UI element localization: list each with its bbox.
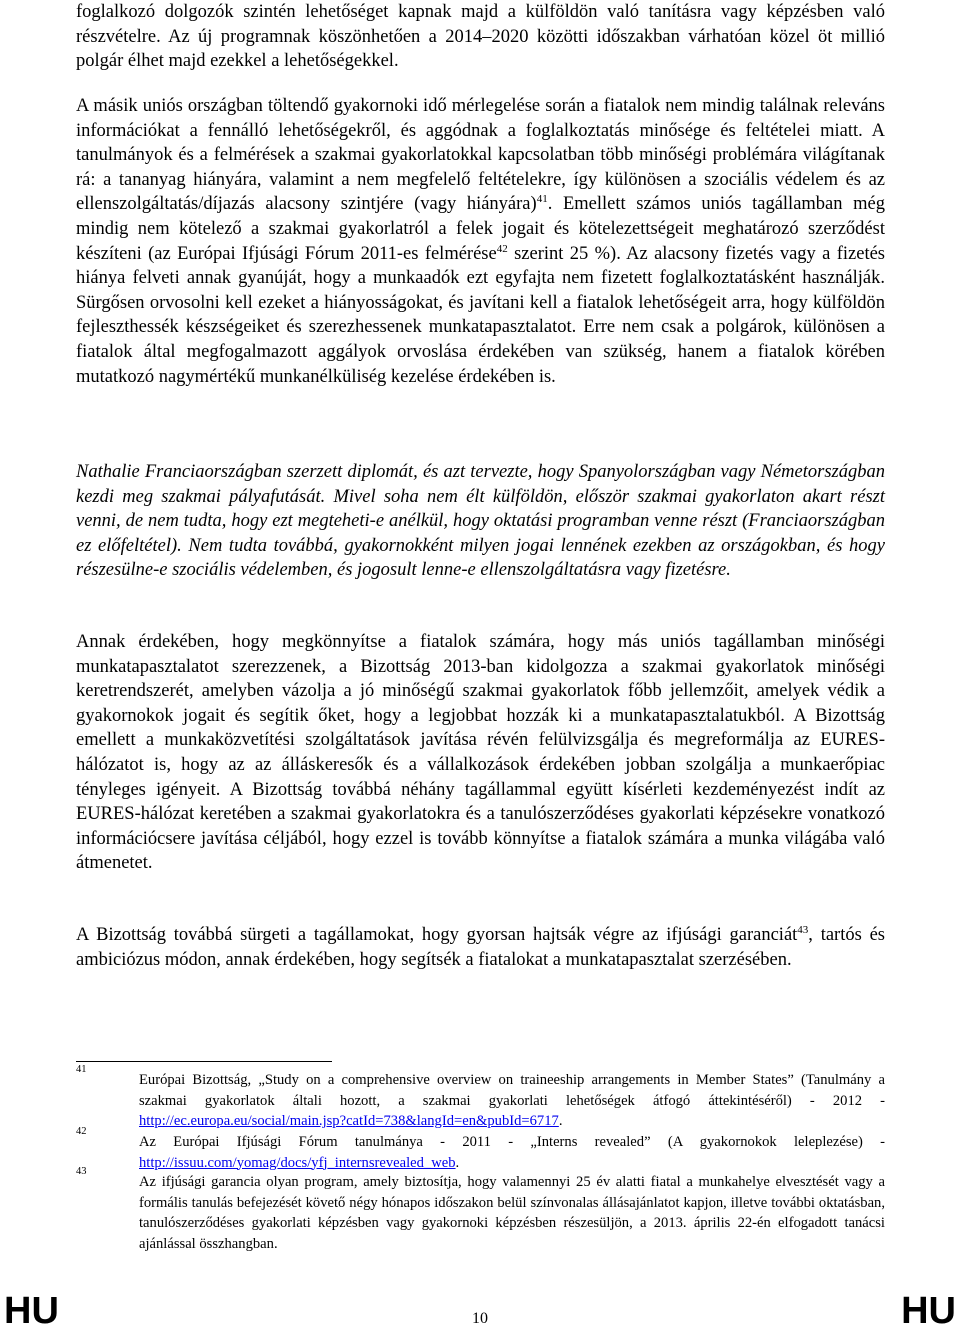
paragraph-commission-framework [76, 630, 885, 876]
footnote-ref-43[interactable]: 43 [797, 923, 809, 936]
footnote-number: 41 [76, 1064, 87, 1075]
footnote-41 [76, 1064, 885, 1132]
page-number: 10 [472, 1310, 488, 1327]
paragraph-text: , tartós és ambiciózus módon, annak érdekében, hogy segítsék a fiatalokat a munkatapasztalat szerzésében. [76, 925, 885, 970]
footer-language-right: HU [901, 1290, 956, 1332]
footnote-ref-42[interactable]: 42 [496, 242, 508, 255]
paragraph-youth-guarantee [76, 923, 885, 972]
paragraph-text: . Emellett számos uniós tagállamban még mindig nem kötelező a szakmai gyakorlatról a felek jogait és kötelezettségeit meghatározó szerződést készíteni (az Európai Ifjúsági Fórum 2011-es felmérése [76, 194, 885, 264]
paragraph-text: Annak érdekében, hogy megkönnyítse a fiatalok számára, hogy más uniós tagállamban minőségi munkatapasztalatot szerezzenek, a Bizottság 2013-ban kidolgozza a szakmai gyakorlatok minőségi keretrendszerét, amelyben vázolja a jó minőségű szakmai gyakorlatok főbb jellemzőit, amelyek védik a gyakornokok jogait és segítik őket, hogy a legjobbat hozzák ki a munkatapasztalatukból. A Bizottság emellett a munkaközvetítési szolgáltatások javítása révén felülvizsgálja és megreformálja az EURES-hálózatot is, hogy az az álláskeresők és a vállalkozások érdekében jobban szolgálja a munkaerőpiac tényleges igényeit. A Bizottság továbbá néhány tagállammal együtt kísérleti kezdeményezést indít az EURES-hálózat keretében a szakmai gyakorlatokra és a tanulószerződéses gyakorlati képzésekre vonatkozó információcsere javítása céljából, hogy ezzel is tovább könnyítse a fiatalok számára a munka világába való átmenetet. [76, 632, 885, 874]
paragraph-text: Nathalie Franciaországban szerzett diplomát, és azt tervezte, hogy Spanyolországban vagy Németországban kezdi meg szakmai pályafutását. Mivel soha nem élt külföldön, először szakmai gyakorlaton akart részt venni, de nem tudta, hogy ezt megteheti-e anélkül, hogy oktatási programban venne részt (Franciaországban ez előfeltétel). Nem tudta továbbá, gyakornokként milyen jogai lennének ezekben az országokban, és hogy részesülne-e szociális védelemben, és jogosult lenne-e ellenszolgáltatásra vagy fizetésre. [76, 462, 885, 581]
footnote-number: 42 [76, 1126, 87, 1137]
footnote-42 [76, 1126, 885, 1173]
footnote-punct: . [558, 1113, 563, 1130]
paragraph-intro-continuation [76, 0, 885, 74]
footnote-link[interactable]: http://ec.europa.eu/social/main.jsp?catId=738&langId=en&pubId=6717 [139, 1113, 559, 1130]
footnote-text: Az Európai Ifjúsági Fórum tanulmánya - 2011 - „Interns revealed” (A gyakornokok leleplezése) - [139, 1134, 885, 1150]
paragraph-traineeship-problems [76, 94, 885, 389]
footer-language-left: HU [4, 1290, 59, 1332]
footnote-text: Európai Bizottság, „Study on a comprehensive overview on traineeship arrangements in Member States” (Tanulmány a szakmai gyakorlatok általi hozott, a szakmai gyakorlati lehetőségek átfogó áttekintéséről) - 2012 - [139, 1072, 885, 1109]
paragraph-text: A másik uniós országban töltendő gyakornoki idő mérlegelése során a fiatalok nem mindig találnak releváns információkat a fennálló lehetőségekről, és aggódnak a foglalkoztatás minősége és feltételei miatt. A tanulmányok és a felmérések a szakmai gyakorlatokkal kapcsolatban több minőségi problémára világítanak rá: a tananyag hiányára, valamint a nem megfelelő feltételekre, így különösen a szociális védelem és az ellenszolgáltatás/díjazás alacsony szintjére (vagy hiányára) [76, 96, 885, 215]
footnote-link[interactable]: http://issuu.com/yomag/docs/yfj_internsrevealed_web [139, 1154, 456, 1171]
paragraph-text: A Bizottság továbbá sürgeti a tagállamokat, hogy gyorsan hajtsák végre az ifjúsági garanciát [76, 925, 798, 945]
paragraph-text: szerint 25 %). Az alacsony fizetés vagy a fizetés hiánya felveti annak gyanúját, hogy a munkaadók ezt egyfajta nem fizetett foglalkoztatásként használják. Sürgősen orvosolni kell ezeket a hiányosságokat, és javítani kell a fiatalok lehetőségeit arra, hogy külföldön fejleszthessék készségeiket és szerezhessenek munkatapasztalatot. Erre nem csak a polgárok, különösen a fiatalok által megfogalmazott aggályok orvoslása érdekében van szükség, hanem a fiatalok körében mutatkozó nagymértékű munkanélküliség kezelése érdekében is. [76, 243, 885, 387]
footnote-text: Az ifjúsági garancia olyan program, amely biztosítja, hogy valamennyi 25 év alatti fiatal a munkahelye elvesztését vagy a formális tanulás befejezését követő négy hónapos időszakon belül színvonalas állásajánlatot kapjon, illetve további oktatásban, tanulószerződéses gyakorlati képzésben vagy gyakornoki képzésben részesüljön, a 2013. április 22-én elfogadott tanácsi ajánlással összhangban. [139, 1174, 885, 1252]
footnote-ref-41[interactable]: 41 [536, 193, 548, 206]
footnote-43 [76, 1166, 885, 1254]
footnote-punct: . [455, 1154, 460, 1171]
footnote-separator [76, 1061, 332, 1062]
paragraph-nathalie-example [76, 460, 885, 583]
paragraph-text: foglalkozó dolgozók szintén lehetőséget kapnak majd a külföldön való tanításra vagy képzésben való részvételre. Az új programnak köszönhetően a 2014–2020 közötti időszakban várhatóan közel öt millió polgár élhet majd ezekkel a lehetőségekkel. [76, 2, 885, 72]
footnote-number: 43 [76, 1166, 87, 1177]
